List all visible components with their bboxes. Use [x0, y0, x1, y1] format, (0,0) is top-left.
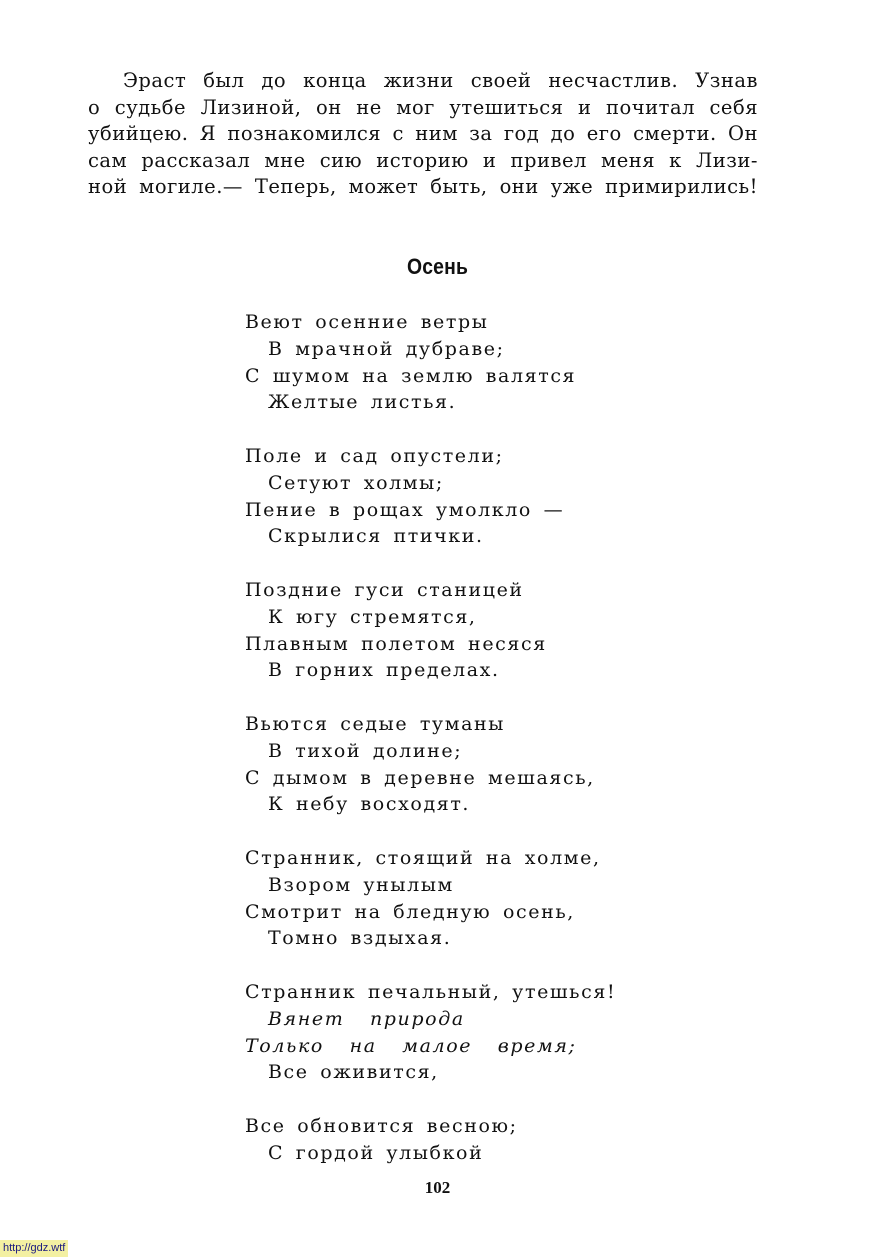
poem-title: Осень	[406, 254, 469, 279]
poem-line: В горних пределах.	[268, 659, 500, 682]
poem-line: Поздние гуси станицей	[245, 578, 524, 601]
prose-line: убийцею. Я познакомился с ним за год до его смерти. Он	[88, 122, 758, 145]
poem-line: Пение в рощах умолкло —	[245, 498, 565, 521]
poem-line: Томно вздыхая.	[268, 927, 452, 950]
poem-line: Скрылися птички.	[268, 525, 484, 548]
poem-line: В мрачной дубраве;	[268, 337, 505, 360]
poem-line: С шумом на землю валятся	[245, 364, 577, 387]
prose-line: ной могиле.— Теперь, может быть, они уже примирились!	[88, 175, 758, 198]
poem-stanza	[245, 443, 616, 550]
page-number: 102	[424, 1178, 451, 1197]
poem-line: Все обновится весною;	[245, 1114, 518, 1137]
poem-line: Сетуют холмы;	[268, 471, 444, 494]
poem-line: Желтые листья.	[268, 391, 457, 414]
prose-line: Эраст был до конца жизни своей несчастлив. Узнав	[123, 69, 758, 92]
poem-body	[245, 309, 616, 1193]
poem-stanza	[245, 711, 616, 818]
poem-line: С дымом в деревне мешаясь,	[245, 766, 595, 789]
poem-stanza	[245, 1113, 616, 1167]
poem-line: Странник, стоящий на холме,	[245, 846, 601, 869]
poem-line: К небу восходят.	[268, 793, 471, 816]
poem-line: Странник печальный, утешься!	[245, 980, 617, 1003]
prose-line: о судьбе Лизиной, он не мог утешиться и почитал себя	[88, 95, 758, 119]
poem-stanza	[245, 845, 616, 952]
poem-line: Вянет природа	[268, 1007, 465, 1030]
poem-stanza	[245, 577, 616, 684]
prose-line: сам рассказал мне сию историю и привел меня к Лизи-	[88, 148, 758, 172]
poem-stanza	[245, 309, 616, 416]
prose-paragraph	[88, 68, 758, 201]
poem-line: Взором унылым	[268, 873, 454, 896]
poem-line: С гордой улыбкой	[268, 1141, 484, 1164]
poem-line: К югу стремятся,	[268, 605, 477, 628]
poem-line: Все оживится,	[268, 1061, 439, 1084]
poem-line: Смотрит на бледную осень,	[245, 900, 575, 923]
poem-line: Вьются седые туманы	[245, 712, 505, 735]
watermark-link[interactable]: http://gdz.wtf	[0, 1240, 68, 1257]
poem-line: В тихой долине;	[268, 739, 463, 762]
poem-line: Только на малое время;	[245, 1034, 577, 1057]
poem-line: Поле и сад опустели;	[245, 444, 504, 467]
poem-stanza	[245, 979, 616, 1086]
poem-line: Веют осенние ветры	[245, 311, 489, 333]
poem-line: Плавным полетом несяся	[245, 632, 547, 655]
